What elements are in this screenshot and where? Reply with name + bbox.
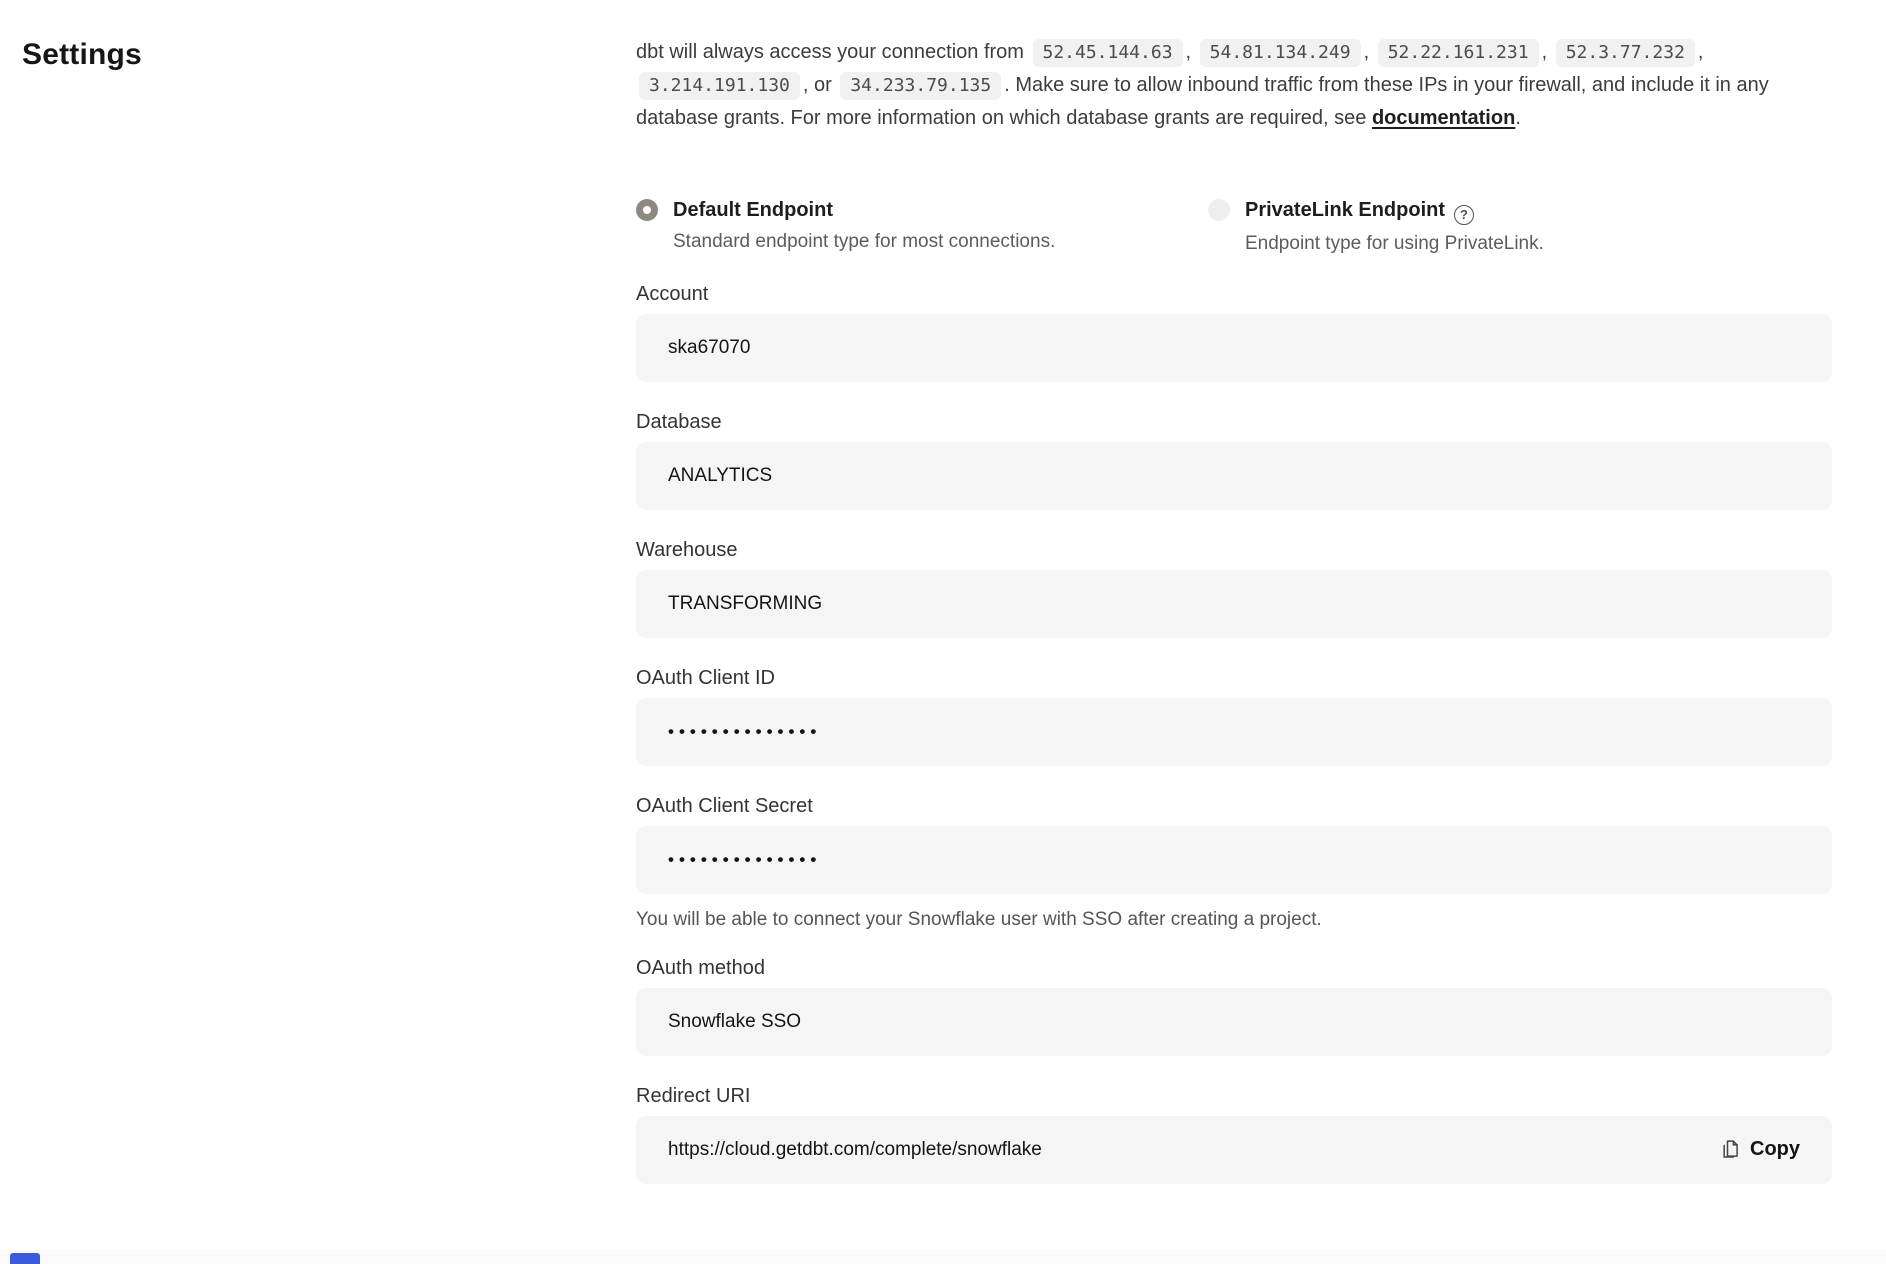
oauth-client-secret-input[interactable]: •••••••••••••• xyxy=(636,826,1832,894)
comma: , xyxy=(1185,41,1197,63)
oauth-client-secret-field xyxy=(636,794,1832,894)
database-label: Database xyxy=(636,410,722,433)
copy-button-label: Copy xyxy=(1750,1138,1800,1160)
endpoint-option-privatelink[interactable] xyxy=(1208,197,1544,256)
page-title: Settings xyxy=(22,38,142,71)
database-input[interactable]: ANALYTICS xyxy=(636,442,1832,510)
intro-text-after: . Make sure to allow inbound traffic from these IPs in your firewall, and include it in any database grants. For more information on which database grants are required, see xyxy=(636,74,1769,129)
endpoint-option-label: PrivateLink Endpoint xyxy=(1245,199,1446,221)
oauth-client-id-field xyxy=(636,666,1832,766)
redirect-uri-input[interactable] xyxy=(636,1116,1832,1184)
redirect-uri-value: https://cloud.getdbt.com/complete/snowflake xyxy=(668,1138,1042,1160)
help-icon[interactable]: ? xyxy=(1454,205,1474,225)
endpoint-option-label: Default Endpoint xyxy=(673,199,833,221)
oauth-method-field xyxy=(636,956,1832,1056)
or-text: , or xyxy=(802,74,838,96)
ip-address-chip: 52.3.77.232 xyxy=(1556,39,1695,67)
ip-allowlist-paragraph xyxy=(636,36,1832,135)
account-label: Account xyxy=(636,282,709,305)
intro-text: dbt will always access your connection from xyxy=(636,41,1030,63)
oauth-method-label: OAuth method xyxy=(636,956,765,979)
endpoint-option-description: Endpoint type for using PrivateLink. xyxy=(1245,232,1544,254)
comma: , xyxy=(1541,41,1553,63)
endpoint-option-default[interactable] xyxy=(636,197,1208,256)
oauth-client-id-label: OAuth Client ID xyxy=(636,666,775,689)
connection-form xyxy=(636,282,1832,1184)
warehouse-label: Warehouse xyxy=(636,538,738,561)
comma: , xyxy=(1363,41,1375,63)
redirect-uri-field xyxy=(636,1084,1832,1184)
partial-primary-button[interactable] xyxy=(10,1253,40,1264)
oauth-method-input[interactable]: Snowflake SSO xyxy=(636,988,1832,1056)
ip-address-chip: 54.81.134.249 xyxy=(1200,39,1361,67)
endpoint-option-description: Standard endpoint type for most connections. xyxy=(673,231,1056,252)
period: . xyxy=(1515,107,1521,129)
ip-address-chip: 52.45.144.63 xyxy=(1033,39,1183,67)
documentation-link[interactable]: documentation xyxy=(1371,107,1516,129)
bottom-section-edge xyxy=(0,1250,1886,1264)
oauth-client-secret-label: OAuth Client Secret xyxy=(636,794,813,817)
radio-default-endpoint[interactable] xyxy=(636,199,658,221)
database-field xyxy=(636,410,1832,510)
oauth-client-id-input[interactable]: •••••••••••••• xyxy=(636,698,1832,766)
comma: , xyxy=(1697,41,1704,63)
copy-button[interactable] xyxy=(1720,1138,1800,1161)
ip-address-chip: 52.22.161.231 xyxy=(1378,39,1539,67)
endpoint-texts xyxy=(673,197,1055,254)
ip-address-chip: 3.214.191.130 xyxy=(639,72,800,100)
radio-privatelink-endpoint[interactable] xyxy=(1208,199,1230,221)
endpoint-type-group xyxy=(636,197,1832,256)
sso-note: You will be able to connect your Snowflake user with SSO after creating a project. xyxy=(636,908,1322,930)
settings-content xyxy=(636,36,1832,1212)
account-field xyxy=(636,282,1832,382)
redirect-uri-label: Redirect URI xyxy=(636,1084,751,1107)
warehouse-field xyxy=(636,538,1832,638)
ip-address-chip: 34.233.79.135 xyxy=(840,72,1001,100)
copy-icon xyxy=(1720,1138,1740,1161)
warehouse-input[interactable]: TRANSFORMING xyxy=(636,570,1832,638)
account-input[interactable]: ska67070 xyxy=(636,314,1832,382)
endpoint-texts xyxy=(1245,197,1544,256)
